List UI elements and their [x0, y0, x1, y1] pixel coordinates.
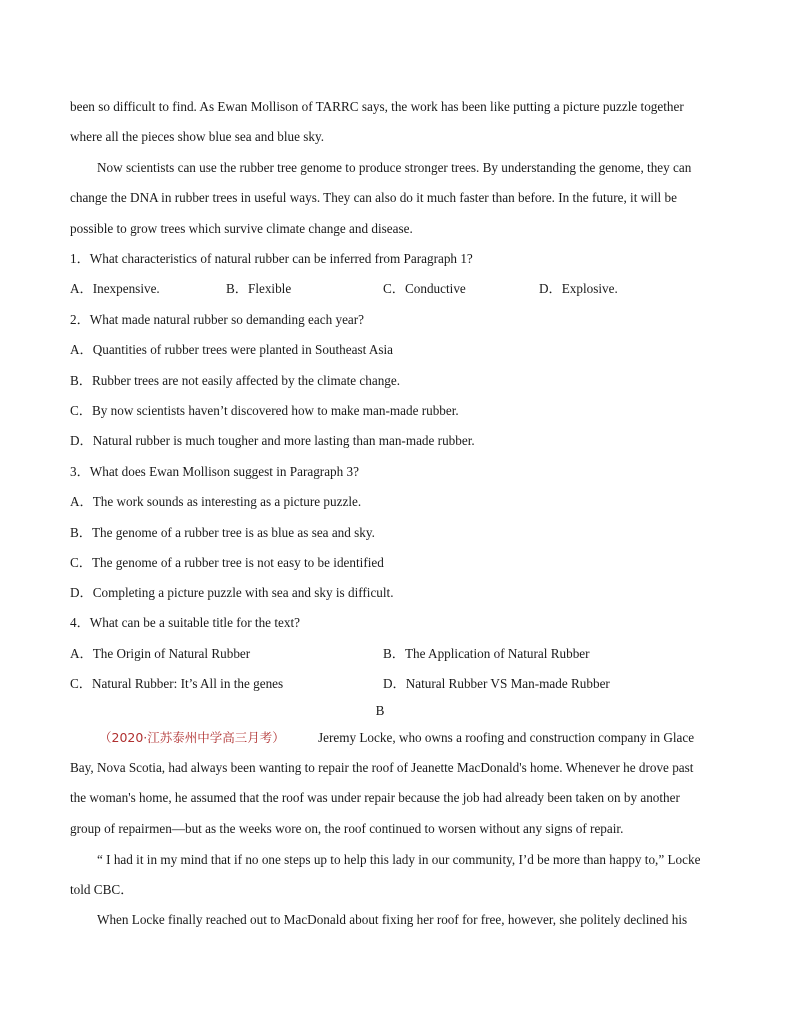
passage-b-line-6: told CBC． [70, 882, 134, 897]
passage-a-line-2: where all the pieces show blue sea and blue sky. [70, 129, 325, 144]
passage-a-line-1: been so difficult to find. As Ewan Mollison of TARRC says, the work has been like putting a picture puzzle together [70, 99, 684, 114]
question-4-option-c: C．Natural Rubber: It’s All in the genes [70, 676, 284, 691]
question-2-option-c: C．By now scientists haven’t discovered how to make man-made rubber. [70, 403, 459, 418]
question-2-option-d: D．Natural rubber is much tougher and more lasting than man-made rubber. [70, 433, 475, 448]
question-4-option-a: A．The Origin of Natural Rubber [70, 646, 251, 661]
passage-b-line-1: Jeremy Locke, who owns a roofing and construction company in Glace [318, 730, 695, 745]
question-2-option-a: A．Quantities of rubber trees were planted in Southeast Asia [70, 342, 394, 357]
question-1-option-d: D．Explosive. [539, 281, 618, 296]
question-2-option-b: B．Rubber trees are not easily affected by the climate change. [70, 373, 401, 388]
question-1-option-a: A．Inexpensive. [70, 281, 160, 296]
passage-a-line-4: change the DNA in rubber trees in useful ways. They can also do it much faster than before. In the future, it will be [70, 190, 677, 205]
passage-b-line-4: group of repairmen—but as the weeks wore on, the roof continued to worsen without any signs of repair. [70, 821, 624, 836]
passage-a-line-5: possible to grow trees which survive climate change and disease. [70, 221, 413, 236]
question-3-stem: 3．What does Ewan Mollison suggest in Paragraph 3? [70, 464, 359, 479]
question-3-option-c: C．The genome of a rubber tree is not easy to be identified [70, 555, 384, 570]
question-1-option-c: C．Conductive [383, 281, 466, 296]
question-4-stem: 4．What can be a suitable title for the text? [70, 615, 300, 630]
question-1-stem: 1．What characteristics of natural rubber can be inferred from Paragraph 1? [70, 251, 473, 266]
question-4-option-b: B．The Application of Natural Rubber [383, 646, 590, 661]
question-3-option-b: B．The genome of a rubber tree is as blue as sea and sky. [70, 525, 375, 540]
question-1-option-b: B．Flexible [226, 281, 292, 296]
passage-b-line-3: the woman's home, he assumed that the roof was under repair because the job had already been taken on by another [70, 790, 680, 805]
question-2-stem: 2．What made natural rubber so demanding each year? [70, 312, 365, 327]
passage-b-line-7: When Locke finally reached out to MacDonald about fixing her roof for free, however, she politely declined his [97, 912, 688, 927]
question-3-option-d: D．Completing a picture puzzle with sea and sky is difficult. [70, 585, 394, 600]
passage-b-line-2: Bay, Nova Scotia, had always been wanting to repair the roof of Jeanette MacDonald's home. Whenever he drove past [70, 760, 694, 775]
passage-b-line-5: “ I had it in my mind that if no one steps up to help this lady in our community, I’d be more than happy to,” Locke [97, 852, 701, 867]
question-3-option-a: A．The work sounds as interesting as a picture puzzle. [70, 494, 362, 509]
passage-b-heading: B [375, 703, 385, 718]
question-4-option-d: D．Natural Rubber VS Man-made Rubber [383, 676, 610, 691]
passage-a-line-3: Now scientists can use the rubber tree genome to produce stronger trees. By understanding the genome, they can [97, 160, 692, 175]
passage-b-source: （2020·江苏泰州中学高三月考） [99, 730, 285, 745]
